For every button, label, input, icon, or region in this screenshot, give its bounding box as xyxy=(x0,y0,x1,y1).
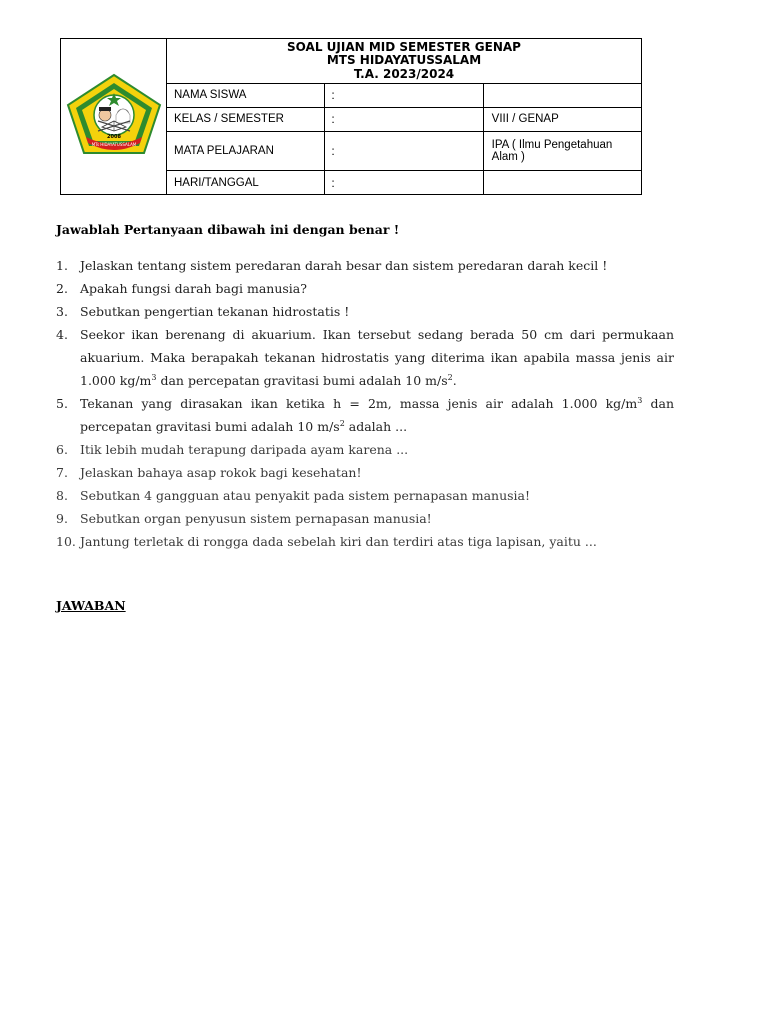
logo-cell xyxy=(61,39,167,195)
field-value-hari-tanggal[interactable] xyxy=(483,171,641,195)
question-number: 5. xyxy=(56,396,68,411)
logo-banner: MTs HIDAYATUSSALAM xyxy=(91,142,136,147)
field-label: NAMA SISWA xyxy=(167,84,325,108)
question-text xyxy=(80,327,674,388)
question-text: Jelaskan tentang sistem peredaran darah besar dan sistem peredaran darah kecil ! xyxy=(80,258,608,273)
question-text-part: . xyxy=(452,373,457,388)
exam-header-table xyxy=(60,38,642,195)
question-item-8 xyxy=(56,484,674,507)
question-text-part: Seekor ikan berenang di akuarium. Ikan tersebut sedang berada 50 cm dari permukaan akuarium. Maka berapakah tekanan hidrostatis yang diterima ikan apabila massa jenis air 1.000 kg/m xyxy=(80,327,674,388)
instruction-text: Jawablah Pertanyaan dibawah ini dengan benar ! xyxy=(56,222,400,237)
field-colon: : xyxy=(325,107,483,131)
field-value-mata-pelajaran: IPA ( Ilmu Pengetahuan Alam ) xyxy=(483,131,641,171)
question-text: Sebutkan 4 gangguan atau penyakit pada sistem pernapasan manusia! xyxy=(80,488,531,503)
exam-title xyxy=(167,39,642,84)
question-number: 1. xyxy=(56,258,68,273)
question-number: 7. xyxy=(56,465,68,480)
question-text: Sebutkan pengertian tekanan hidrostatis ! xyxy=(80,304,350,319)
question-number: 10. xyxy=(56,534,76,549)
question-text-part: dan percepatan gravitasi bumi adalah 10 m/s xyxy=(156,373,448,388)
question-text-part: dan percepatan gravitasi bumi adalah 10 m/s xyxy=(80,396,675,434)
question-item-4 xyxy=(56,323,674,392)
superscript: 3 xyxy=(151,373,157,382)
field-label: MATA PELAJARAN xyxy=(167,131,325,171)
school-emblem-icon xyxy=(64,71,164,157)
field-colon: : xyxy=(325,171,483,195)
question-text: Apakah fungsi darah bagi manusia? xyxy=(80,281,307,296)
field-label: KELAS / SEMESTER xyxy=(167,107,325,131)
question-item-2 xyxy=(56,277,674,300)
title-line-3: T.A. 2023/2024 xyxy=(353,66,455,81)
superscript: 2 xyxy=(339,419,345,428)
superscript: 3 xyxy=(637,396,643,405)
question-number: 3. xyxy=(56,304,68,319)
question-item-6 xyxy=(56,438,674,461)
question-number: 8. xyxy=(56,488,68,503)
question-item-7 xyxy=(56,461,674,484)
question-item-1 xyxy=(56,254,674,277)
question-number: 2. xyxy=(56,281,68,296)
question-text: Jelaskan bahaya asap rokok bagi kesehatan! xyxy=(80,465,362,480)
field-label: HARI/TANGGAL xyxy=(167,171,325,195)
question-text-part: Tekanan yang dirasakan ikan ketika h = 2m, massa jenis air adalah 1.000 kg/m xyxy=(80,396,638,411)
question-number: 4. xyxy=(56,327,68,342)
question-text-part: adalah ... xyxy=(344,419,408,434)
title-line-1: SOAL UJIAN MID SEMESTER GENAP xyxy=(287,39,521,54)
superscript: 2 xyxy=(447,373,453,382)
question-number: 6. xyxy=(56,442,68,457)
answer-heading: JAWABAN xyxy=(56,598,126,613)
question-text xyxy=(80,396,674,434)
question-text: Itik lebih mudah terapung daripada ayam karena ... xyxy=(80,442,409,457)
question-item-10 xyxy=(56,530,674,553)
title-line-2: MTS HIDAYATUSSALAM xyxy=(326,53,482,68)
question-list xyxy=(56,254,674,553)
field-colon: : xyxy=(325,131,483,171)
question-number: 9. xyxy=(56,511,68,526)
field-value-nama-siswa[interactable] xyxy=(483,84,641,108)
question-item-5 xyxy=(56,392,674,438)
field-colon: : xyxy=(325,84,483,108)
question-item-9 xyxy=(56,507,674,530)
field-value-kelas-semester: VIII / GENAP xyxy=(483,107,641,131)
question-text: Jantung terletak di rongga dada sebelah kiri dan terdiri atas tiga lapisan, yaitu ... xyxy=(80,534,597,549)
question-item-3 xyxy=(56,300,674,323)
logo-year: 2008 xyxy=(106,134,121,140)
question-text: Sebutkan organ penyusun sistem pernapasan manusia! xyxy=(80,511,432,526)
